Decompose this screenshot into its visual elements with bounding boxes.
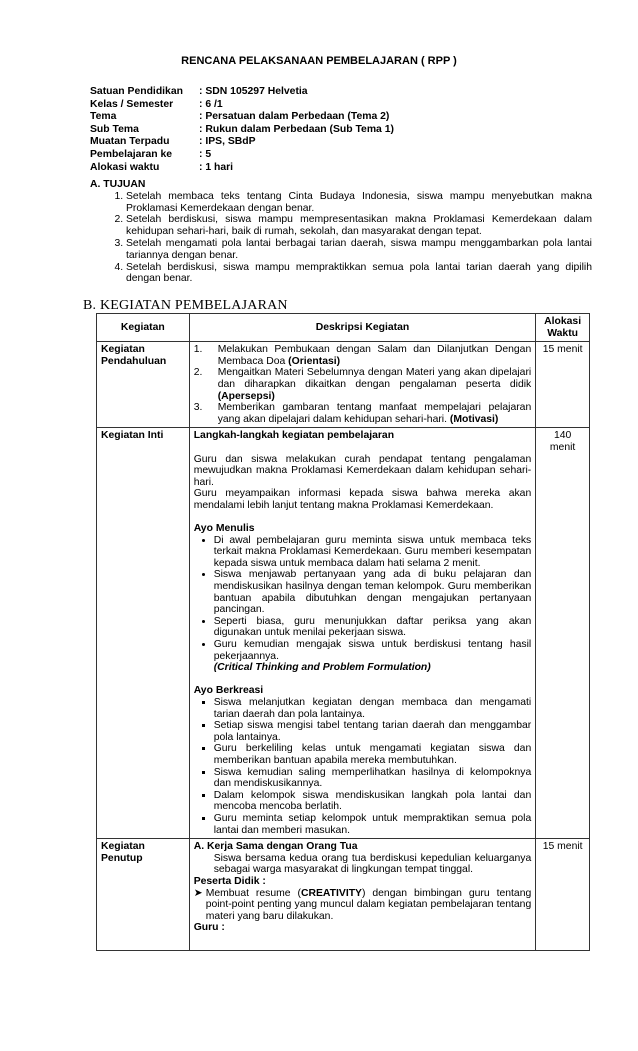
info-key: Kelas / Semester (90, 98, 174, 110)
info-value: : 6 /1 (199, 98, 223, 110)
header-alokasi: Alokasi Waktu (536, 314, 590, 342)
row-label: Kegiatan Pendahuluan (97, 342, 190, 428)
item-text: Memberikan gambaran tentang manfaat mempelajari pelajaran yang akan dipelajari dalam kehidupan sehari-hari. (217, 402, 532, 425)
info-row (90, 86, 394, 99)
table-row (97, 428, 590, 839)
info-value: : Persatuan dalam Perbedaan (Tema 2) (199, 111, 390, 123)
identity-block (90, 86, 394, 174)
numbered-item: 1. Melakukan Pembukaan dengan Salam dan Dilanjutkan Dengan Membaca Doa (Orientasi) (193, 344, 532, 367)
info-row (90, 124, 394, 137)
list-item: 3. Setelah mengamati pola lantai berbagai tarian daerah, siswa mampu menggambarkan pola lantai tariannya dengan benar. (126, 238, 592, 262)
info-key: Sub Tema (90, 123, 139, 135)
steps-heading: Langkah-langkah kegiatan pembelajaran (193, 430, 395, 442)
document-title: RENCANA PELAKSANAAN PEMBELAJARAN ( RPP ) (181, 55, 457, 67)
label-peserta-didik: Peserta Didik : (193, 875, 266, 887)
row-time: 15 menit (536, 839, 590, 951)
critical-thinking-tag: (Critical Thinking and Problem Formulation) (213, 662, 431, 674)
section-heading-kegiatan: B. KEGIATAN PEMBELAJARAN (83, 298, 288, 313)
numbered-item: 3. Memberikan gambaran tentang manfaat mempelajari pelajaran yang akan dipelajari dalam kehidupan sehari-hari. (Motivasi) (193, 402, 532, 425)
activity-table (96, 313, 590, 951)
list-item (214, 639, 532, 674)
list-item: • Di awal pembelajaran guru meminta siswa untuk membaca teks terkait makna Proklamasi Kemerdekaan. Guru memberi kesempatan kepada siswa untuk membaca dalam hati selama 2 menit. (214, 535, 532, 570)
row-description (189, 839, 536, 951)
arrow-item (194, 888, 532, 923)
item-tag: (Apersepsi) (217, 390, 275, 402)
subheading-ayo-berkreasi: Ayo Berkreasi (193, 685, 264, 697)
item-text: ) dengan bimbingan guru tentang point-point penting yang muncul dalam kegiatan pembelajaran tentang materi yang baru dilakukan. (205, 887, 532, 922)
list-item: 1. Setelah membaca teks tentang Cinta Budaya Indonesia, siswa mampu menyebutkan makna Proklamasi Kemerdekaan dengan benar. (126, 191, 592, 215)
info-key: Alokasi waktu (90, 161, 160, 173)
numbered-item: 2. Mengaitkan Materi Sebelumnya dengan Materi yang akan dipelajari dan diharapkan dikaitkan dengan pengalaman peserta didik (Apersepsi) (193, 367, 532, 402)
list-item: ▪ Guru berkeliling kelas untuk mengamati kegiatan siswa dan memberikan bantuan apabila mereka membutuhkan. (214, 743, 532, 766)
arrow-bullet-icon: ➤ (193, 887, 203, 899)
info-key: Satuan Pendidikan (90, 86, 183, 97)
info-row (90, 136, 394, 149)
row-time: 15 menit (536, 342, 590, 428)
item-tag: (Motivasi) (449, 413, 499, 425)
paragraph: Guru meyampaikan informasi kepada siswa bahwa mereka akan mendalami lebih lanjut tentang makna Proklamasi Kemerdekaan. (193, 488, 532, 511)
row-label: Kegiatan Penutup (97, 839, 190, 951)
info-key: Tema (90, 111, 117, 123)
creativity-tag: CREATIVITY (300, 887, 362, 899)
row-description (189, 428, 536, 839)
section-heading: A. TUJUAN (90, 179, 146, 190)
table-row (97, 839, 590, 951)
info-value: : 1 hari (199, 161, 234, 173)
row-label: Kegiatan Inti (97, 428, 190, 839)
info-value: : SDN 105297 Helvetia (199, 86, 308, 97)
row-time: 140 menit (536, 428, 590, 839)
item-tag: (Orientasi) (288, 355, 341, 367)
section-tujuan (90, 179, 592, 285)
info-row (90, 99, 394, 112)
info-key: Muatan Terpadu (90, 136, 170, 148)
list-item: ▪ Guru meminta setiap kelompok untuk mempraktikan semua pola lantai dan memberi masukan. (214, 813, 532, 836)
info-value: : 5 (199, 148, 212, 160)
item-text: Melakukan Pembukaan dengan Salam dan Dilanjutkan Dengan Membaca Doa (217, 344, 532, 367)
bullet-list (194, 535, 532, 674)
list-item: • Seperti biasa, guru menunjukkan daftar periksa yang akan digunakan untuk menilai pekerjaan siswa. (214, 616, 532, 639)
item-text: Membuat resume ( (205, 887, 301, 899)
info-row (90, 149, 394, 162)
info-value: : IPS, SBdP (199, 136, 256, 148)
list-item: ▪ Siswa melanjutkan kegiatan dengan membaca dan mengamati tarian daerah dan pola lantainya. (214, 697, 532, 720)
list-item: ▪ Siswa kemudian saling memperlihatkan hasilnya di kelompoknya dan mendiskusikannya. (214, 767, 532, 790)
paragraph: Siswa bersama kedua orang tua berdiskusi kepedulian keluarganya sebagai warga masyarakat di lingkungan tempat tinggal. (213, 852, 532, 876)
label-guru: Guru : (193, 922, 225, 934)
header-kegiatan: Kegiatan (97, 314, 190, 342)
item-text: Guru kemudian mengajak siswa untuk berdiskusi tentang hasil pekerjaannya. (213, 639, 532, 662)
table-row (97, 342, 590, 428)
list-item: ▪ Dalam kelompok siswa mendiskusikan langkah pola lantai dan mencoba mencoba berlatih. (214, 790, 532, 813)
item-text: Mengaitkan Materi Sebelumnya dengan Materi yang akan dipelajari dan diharapkan dikaitkan dengan pengalaman peserta didik (217, 367, 532, 390)
list-item: 2. Setelah berdiskusi, siswa mampu mempresentasikan makna Proklamasi Kemerdekaan dalam kehidupan sehari-hari, baik di rumah, sekolah, dan masyarakat dengan tepat. (126, 214, 592, 238)
paragraph: Guru dan siswa melakukan curah pendapat tentang pengalaman mewujudkan makna Proklamasi Kemerdekaan dalam kehidupan sehari-hari. (193, 453, 532, 488)
subheading-kerja-sama: A. Kerja Sama dengan Orang Tua (193, 841, 358, 853)
tujuan-list (90, 191, 592, 285)
list-item: ▪ Setiap siswa mengisi tabel tentang tarian daerah dan menggambar pola lantainya. (214, 720, 532, 743)
row-description (189, 342, 536, 428)
info-value: : Rukun dalam Perbedaan (Sub Tema 1) (199, 123, 394, 135)
bullet-list (194, 697, 532, 836)
info-row (90, 162, 394, 175)
list-item: 4. Setelah berdiskusi, siswa mampu mempraktikkan semua pola lantai tarian daerah yang dipilih dengan benar. (126, 262, 592, 286)
info-row (90, 111, 394, 124)
header-deskripsi: Deskripsi Kegiatan (189, 314, 536, 342)
table-header-row (97, 314, 590, 342)
info-key: Pembelajaran ke (90, 148, 173, 160)
subheading-ayo-menulis: Ayo Menulis (193, 523, 255, 535)
list-item: • Siswa menjawab pertanyaan yang ada di buku pelajaran dan mendiskusikan hasilnya dengan teman kelompok. Guru memberikan bantuan apabila dibutuhkan dengan mengajukan pertanyaan pancingan. (214, 569, 532, 615)
